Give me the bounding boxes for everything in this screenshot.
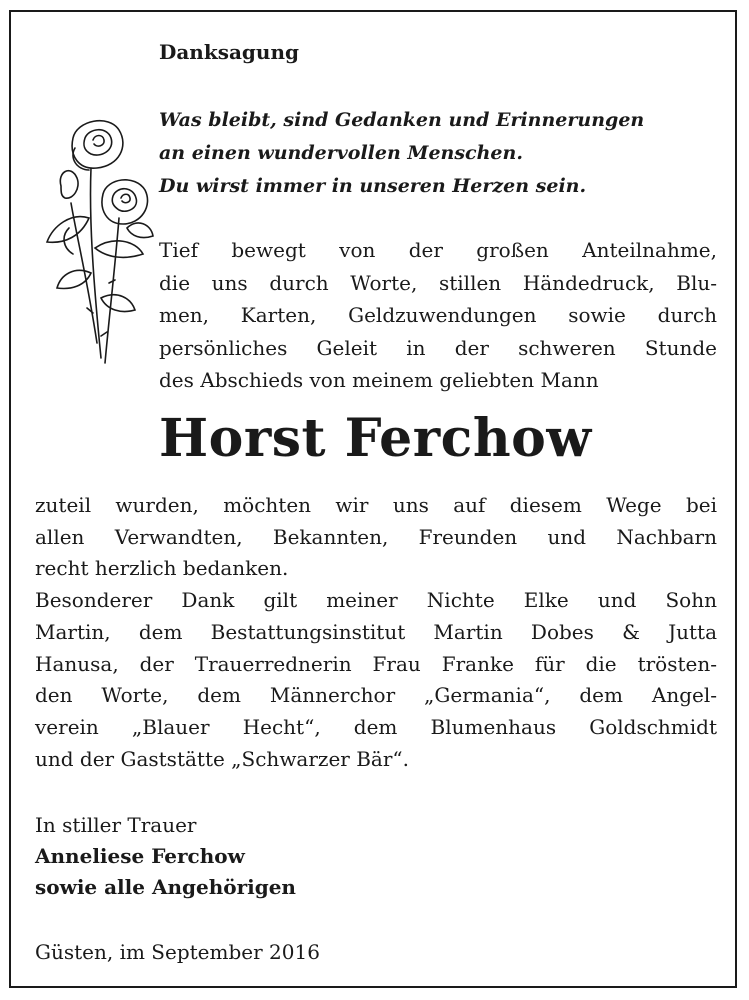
text-line: Tief bewegt von der großen Anteilnahme,: [159, 238, 717, 262]
rose-icon: [31, 108, 156, 373]
text-line: den Worte, dem Männerchor „Germania“, dem Angel-: [35, 683, 717, 708]
mourner-relatives: sowie alle Angehörigen: [35, 875, 296, 899]
text-line: persönliches Geleit in der schweren Stunde: [159, 335, 717, 360]
motto-line: Was bleibt, sind Gedanken und Erinnerungen: [159, 109, 645, 131]
heading: Danksagung: [159, 40, 299, 64]
text-line: Martin, dem Bestattungsinstitut Martin Dobes & Jutta: [35, 619, 717, 644]
motto-line: Du wirst immer in unseren Herzen sein.: [159, 175, 587, 197]
intro-paragraph: [159, 234, 717, 397]
text-line: und der Gaststätte „Schwarzer Bär“.: [35, 746, 409, 771]
place-date: Güsten, im September 2016: [35, 940, 320, 964]
mourner-name: Anneliese Ferchow: [35, 844, 245, 868]
text-line: verein „Blauer Hecht“, dem Blumenhaus Goldschmidt: [35, 714, 717, 739]
motto: [159, 104, 644, 203]
text-line: Hanusa, der Trauerrednerin Frau Franke für die trösten-: [35, 651, 717, 676]
closing-line: In stiller Trauer: [35, 813, 197, 837]
text-line: des Abschieds von meinem geliebten Mann: [159, 368, 599, 392]
body-paragraph: [35, 490, 717, 775]
text-line: recht herzlich bedanken.: [35, 556, 289, 581]
text-line: men, Karten, Geldzuwendungen sowie durch: [159, 303, 717, 327]
deceased-name: Horst Ferchow: [159, 408, 592, 469]
text-line: die uns durch Worte, stillen Händedruck, Blu-: [159, 270, 717, 295]
text-line: allen Verwandten, Bekannten, Freunden und Nachbarn: [35, 524, 717, 549]
text-line: Besonderer Dank gilt meiner Nichte Elke und Sohn: [35, 588, 717, 613]
text-line: zuteil wurden, möchten wir uns auf diesem Wege bei: [35, 493, 717, 517]
closing-block: [35, 810, 296, 903]
motto-line: an einen wundervollen Menschen.: [159, 142, 523, 164]
notice-frame: [9, 10, 737, 988]
